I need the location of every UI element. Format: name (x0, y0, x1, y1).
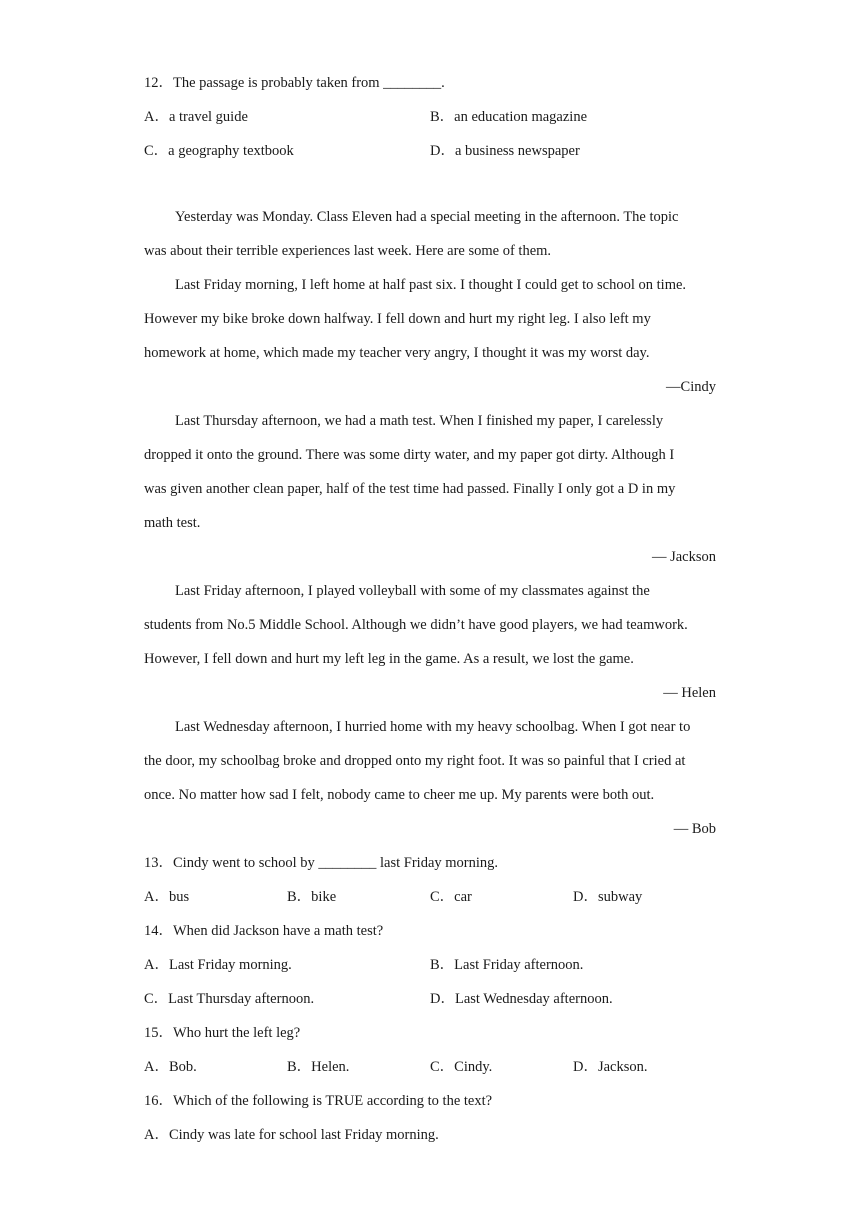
question-13-options (144, 880, 716, 914)
question-16-stem: 16．Which of the following is TRUE according to the text? (144, 1093, 493, 1109)
question-13-stem: 13．Cindy went to school by ________ last Friday morning. (144, 855, 499, 871)
signature-jackson: — Jackson (651, 549, 716, 565)
section-gap (144, 168, 716, 200)
option-a: A．Last Friday morning. (144, 957, 292, 973)
passage-line: Yesterday was Monday. Class Eleven had a special meeting in the afternoon. The topic (175, 209, 679, 225)
passage-line: the door, my schoolbag broke and dropped onto my right foot. It was so painful that I cried at (144, 753, 686, 769)
option-b: B．an education magazine (430, 109, 588, 125)
option-d: D．Last Wednesday afternoon. (430, 991, 613, 1007)
option-a: A．Cindy was late for school last Friday morning. (144, 1127, 439, 1143)
option-d: D．a business newspaper (430, 143, 580, 159)
passage-line: was given another clean paper, half of the test time had passed. Finally I only got a D in my (144, 481, 676, 497)
option-b: B．Helen. (287, 1059, 350, 1075)
option-b: B．Last Friday afternoon. (430, 957, 584, 973)
question-12-options-row-1 (144, 100, 716, 134)
passage-line: Last Wednesday afternoon, I hurried home with my heavy schoolbag. When I got near to (175, 719, 691, 735)
option-b: B．bike (287, 889, 337, 905)
passage-line: Last Thursday afternoon, we had a math test. When I finished my paper, I carelessly (175, 413, 664, 429)
question-15-options (144, 1050, 716, 1084)
reading-passage (144, 200, 716, 846)
passage-line: math test. (144, 515, 201, 531)
passage-line: was about their terrible experiences last week. Here are some of them. (144, 243, 552, 259)
option-c: C．a geography textbook (144, 143, 294, 159)
question-15-stem: 15．Who hurt the left leg? (144, 1025, 301, 1041)
passage-line: Last Friday afternoon, I played volleyball with some of my classmates against the (175, 583, 650, 599)
question-14-options-row-1 (144, 948, 716, 982)
question-12-options-row-2 (144, 134, 716, 168)
passage-line: However my bike broke down halfway. I fell down and hurt my right leg. I also left my (144, 311, 651, 327)
option-c: C．Last Thursday afternoon. (144, 991, 315, 1007)
document-page (144, 66, 716, 1152)
passage-line: However, I fell down and hurt my left leg in the game. As a result, we lost the game. (144, 651, 634, 667)
option-d: D．Jackson. (573, 1059, 648, 1075)
question-14-stem: 14．When did Jackson have a math test? (144, 923, 384, 939)
signature-cindy: —Cindy (666, 379, 716, 395)
passage-line: once. No matter how sad I felt, nobody came to cheer me up. My parents were both out. (144, 787, 655, 803)
passage-line: dropped it onto the ground. There was some dirty water, and my paper got dirty. Although I (144, 447, 675, 463)
signature-bob: — Bob (673, 821, 716, 837)
passage-line: homework at home, which made my teacher very angry, I thought it was my worst day. (144, 345, 650, 361)
question-14-options-row-2 (144, 982, 716, 1016)
question-12-stem: 12．The passage is probably taken from ________. (144, 75, 445, 91)
option-a: A．a travel guide (144, 109, 248, 125)
option-a: A．bus (144, 889, 190, 905)
signature-helen: — Helen (663, 685, 716, 701)
option-c: C．Cindy. (430, 1059, 493, 1075)
option-a: A．Bob. (144, 1059, 197, 1075)
passage-line: Last Friday morning, I left home at half past six. I thought I could get to school on time. (175, 277, 687, 293)
option-c: C．car (430, 889, 472, 905)
option-d: D．subway (573, 889, 643, 905)
passage-line: students from No.5 Middle School. Although we didn’t have good players, we had teamwork. (144, 617, 688, 633)
